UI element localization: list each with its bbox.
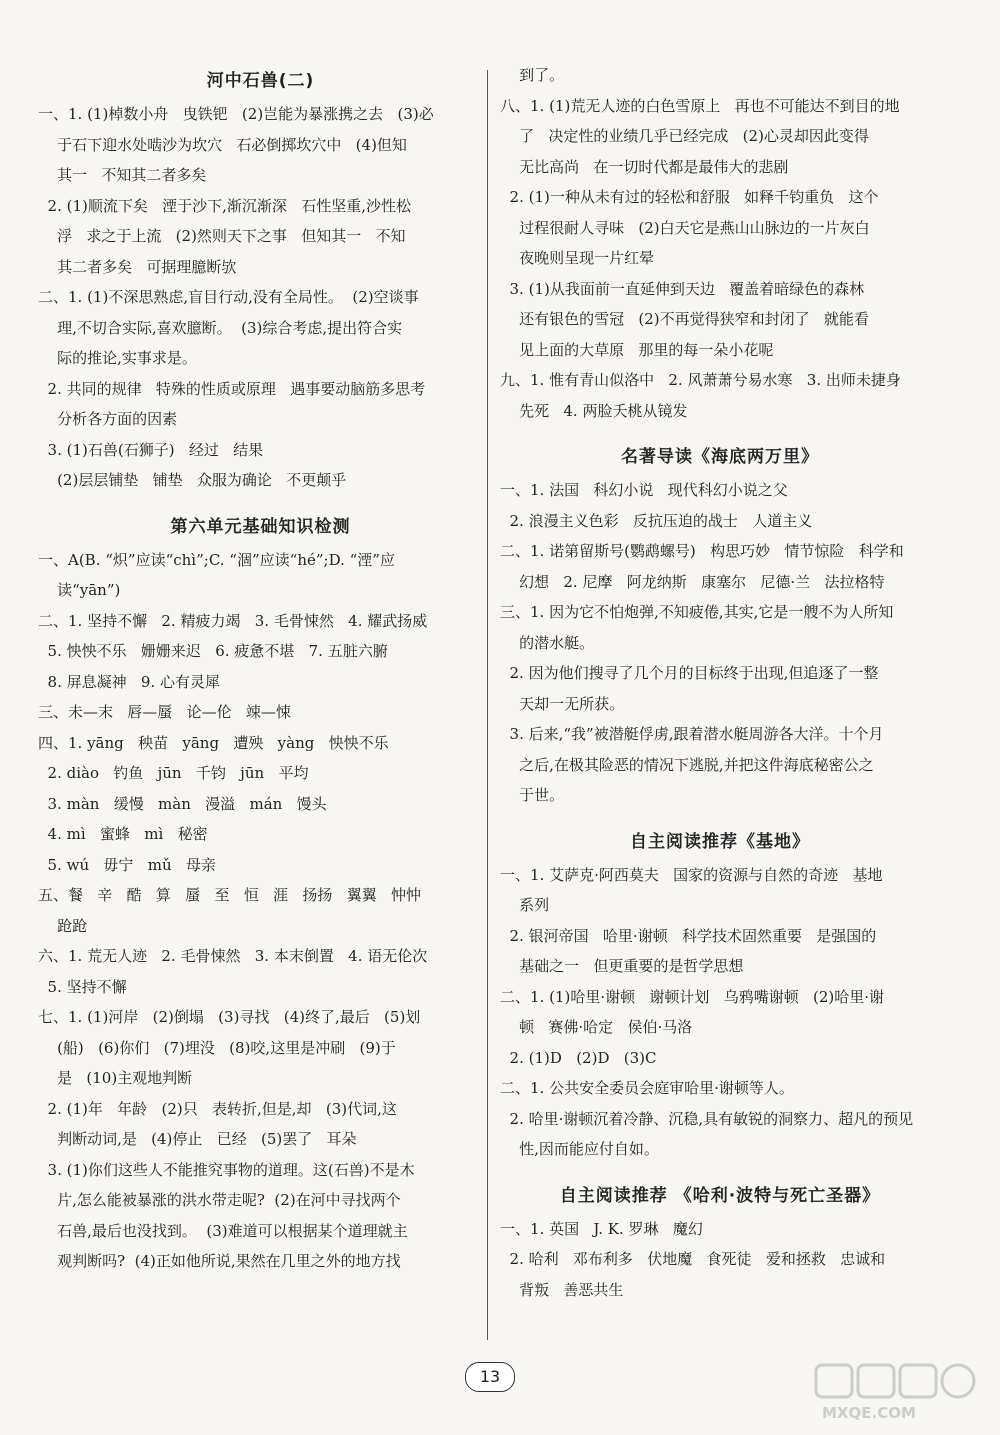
right-column <box>500 60 940 1305</box>
answer-line: 系列 <box>500 896 550 914</box>
answer-line: 3. 后来,“我”被潜艇俘虏,跟着潜水艇周游各大洋。十个月 <box>500 725 884 743</box>
answer-line: 一、A(B. “炽”应读“chì”;C. “涸”应读“hé”;D. “湮”应 <box>38 550 395 569</box>
section-title: 第六单元基础知识检测 <box>170 516 351 537</box>
answer-line: 于石下迎水处啮沙为坎穴 石必倒掷坎穴中 (4)但知 <box>38 135 407 154</box>
answer-line: 基础之一 但更重要的是哲学思想 <box>500 957 744 975</box>
section-title: 名著导读《海底两万里》 <box>621 447 819 467</box>
answer-line: 了 决定性的业绩几乎已经完成 (2)心灵却因此变得 <box>500 127 869 145</box>
answer-line: 三、未—末 唇—蜃 论—伦 竦—悚 <box>38 703 291 721</box>
answer-line: 二、1. (1)不深思熟虑,盲目行动,没有全局性。 (2)空谈事 <box>38 288 419 306</box>
answer-line: 理,不切合实际,喜欢臆断。 (3)综合考虑,提出符合实 <box>38 318 403 337</box>
section-gap <box>38 496 483 506</box>
answer-line: 一、1. 英国 J. K. 罗琳 魔幻 <box>500 1219 703 1238</box>
answer-line: 一、1. (1)棹数小舟 曳铁钯 (2)岂能为暴涨携之去 (3)必 <box>38 105 434 123</box>
answer-line: 其二者多矣 可据理臆断欤 <box>38 257 237 276</box>
answer-line: 2. (1)年 年龄 (2)只 表转折,但是,却 (3)代词,这 <box>38 1099 397 1118</box>
answer-line: 性,因而能应付自如。 <box>500 1140 659 1158</box>
answer-line: 5. 怏怏不乐 姗姗来迟 6. 疲惫不堪 7. 五脏六腑 <box>38 642 388 660</box>
answer-line: 六、1. 荒无人迹 2. 毛骨悚然 3. 本末倒置 4. 语无伦次 <box>38 947 428 965</box>
answer-line: 5. wú 毋宁 mǔ 母亲 <box>38 855 216 874</box>
answer-line: 到了。 <box>500 66 565 84</box>
watermark-logo-icon <box>812 1361 982 1423</box>
watermark-text: MXQE.COM <box>822 1404 916 1422</box>
answer-line: 际的推论,实事求是。 <box>38 349 197 367</box>
answer-line: 的潜水艇。 <box>500 633 595 652</box>
answer-line: 二、1. 公共安全委员会庭审哈里·谢顿等人。 <box>500 1079 794 1097</box>
answer-line: 过程很耐人寻味 (2)白天它是燕山山脉边的一片灰白 <box>500 218 870 237</box>
answer-line: 2. 银河帝国 哈里·谢顿 科学技术固然重要 是强国的 <box>500 926 877 945</box>
answer-line: 2. 共同的规律 特殊的性质或原理 遇事要动脑筋多思考 <box>38 379 426 398</box>
answer-line: 2. diào 钓鱼 jūn 千钧 jūn 平均 <box>38 764 309 782</box>
answer-line: 2. 哈里·谢顿沉着冷静、沉稳,具有敏锐的洞察力、超凡的预见 <box>500 1109 914 1128</box>
answer-line: 无比高尚 在一切时代都是最伟大的悲剧 <box>500 157 789 176</box>
answer-line: 分析各方面的因素 <box>38 410 178 428</box>
answer-line: 一、1. 法国 科幻小说 现代科幻小说之父 <box>500 481 788 499</box>
answer-line: 2. (1)顺流下矣 湮于沙下,渐沉渐深 石性坚重,沙性松 <box>38 196 412 215</box>
answer-line: 夜晚则呈现一片红晕 <box>500 249 655 267</box>
answer-line: 浮 求之于上流 (2)然则天下之事 但知其一 不知 <box>38 227 406 245</box>
answer-line: 是 (10)主观地判断 <box>38 1069 193 1087</box>
answer-line: 2. (1)一种从未有过的轻松和舒服 如释千钧重负 这个 <box>500 188 879 206</box>
answer-line: (2)层层铺垫 铺垫 众服为确论 不更颠乎 <box>38 471 347 489</box>
answer-line: 2. 哈利 邓布利多 伏地魔 食死徒 爱和拯救 忠诚和 <box>500 1250 886 1268</box>
left-column <box>38 60 483 1277</box>
answer-line: 3. (1)从我面前一直延伸到天边 覆盖着暗绿色的森林 <box>500 279 865 298</box>
answer-line: 先死 4. 两脸夭桃从镜发 <box>500 401 688 420</box>
answer-line: 3. (1)你们这些人不能推究事物的道理。这(石兽)不是木 <box>38 1160 415 1179</box>
answer-line: 九、1. 惟有青山似洛中 2. 风萧萧兮易水寒 3. 出师未捷身 <box>500 371 901 389</box>
answer-line: 3. (1)石兽(石狮子) 经过 结果 <box>38 440 264 459</box>
answer-line: 石兽,最后也没找到。 (3)难道可以根据某个道理就主 <box>38 1221 408 1240</box>
answer-line: 判断动词,是 (4)停止 已经 (5)罢了 耳朵 <box>38 1130 357 1148</box>
page-number: 13 <box>465 1362 515 1392</box>
section-gap <box>500 426 940 436</box>
answer-line: 见上面的大草原 那里的每一朵小花呢 <box>500 340 774 359</box>
section-gap <box>500 811 940 821</box>
answer-line: 于世。 <box>500 786 565 804</box>
answer-line: 背叛 善恶共生 <box>500 1280 624 1299</box>
answer-line: 七、1. (1)河岸 (2)倒塌 (3)寻找 (4)终了,最后 (5)划 <box>38 1008 421 1026</box>
section-title: 自主阅读推荐《基地》 <box>630 831 810 852</box>
answer-line: 天却一无所获。 <box>500 694 625 713</box>
answer-line: 一、1. 艾萨克·阿西莫夫 国家的资源与自然的奇迹 基地 <box>500 865 883 884</box>
answer-line: 8. 屏息凝神 9. 心有灵犀 <box>38 672 221 691</box>
answer-line: 4. mì 蜜蜂 mì 秘密 <box>38 825 208 843</box>
answer-line: 幻想 2. 尼摩 阿龙纳斯 康塞尔 尼德·兰 法拉格特 <box>500 572 885 591</box>
answer-line: 八、1. (1)荒无人迹的白色雪原上 再也不可能达不到目的地 <box>500 96 900 115</box>
section-gap <box>500 1165 940 1175</box>
answer-line: 还有银色的雪冠 (2)不再觉得狭窄和封闭了 就能看 <box>500 310 869 328</box>
answer-line: 观判断吗? (4)正如他所说,果然在几里之外的地方找 <box>38 1252 401 1270</box>
answer-line: 二、1. (1)哈里·谢顿 谢顿计划 乌鸦嘴谢顿 (2)哈里·谢 <box>500 987 885 1006</box>
answer-line: 顿 赛佛·哈定 侯伯·马洛 <box>500 1018 693 1036</box>
answer-line: 之后,在极其险恶的情况下逃脱,并把这件海底秘密公之 <box>500 755 874 774</box>
answer-line: 跄跄 <box>38 916 88 935</box>
section-title: 河中石兽(二) <box>206 71 315 91</box>
answer-line: 二、1. 坚持不懈 2. 精疲力竭 3. 毛骨悚然 4. 耀武扬威 <box>38 611 428 630</box>
answer-line: 片,怎么能被暴涨的洪水带走呢? (2)在河中寻找两个 <box>38 1191 401 1209</box>
answer-line: 2. 因为他们搜寻了几个月的目标终于出现,但追逐了一整 <box>500 664 879 682</box>
answer-line: 3. màn 缓慢 màn 漫溢 mán 馒头 <box>38 794 327 813</box>
answer-line: 2. 浪漫主义色彩 反抗压迫的战士 人道主义 <box>500 511 813 530</box>
answer-line: 2. (1)D (2)D (3)C <box>500 1048 657 1067</box>
answer-line: (船) (6)你们 (7)埋没 (8)咬,这里是冲刷 (9)于 <box>38 1038 396 1057</box>
section-title: 自主阅读推荐 《哈利·波特与死亡圣器》 <box>559 1185 881 1206</box>
answer-line: 三、1. 因为它不怕炮弹,不知疲倦,其实,它是一艘不为人所知 <box>500 603 894 621</box>
answer-line: 读“yān”) <box>38 581 121 599</box>
answer-line: 二、1. 诺第留斯号(鹦鹉螺号) 构思巧妙 情节惊险 科学和 <box>500 542 904 560</box>
column-divider <box>487 70 488 1340</box>
answer-line: 5. 坚持不懈 <box>38 977 127 996</box>
answer-line: 其一 不知其二者多矣 <box>38 166 207 184</box>
answer-line: 五、餐 辛 酷 算 蜃 至 恒 涯 扬扬 翼翼 忡忡 <box>38 886 422 904</box>
answer-line: 四、1. yāng 秧苗 yāng 遭殃 yàng 怏怏不乐 <box>38 733 389 752</box>
